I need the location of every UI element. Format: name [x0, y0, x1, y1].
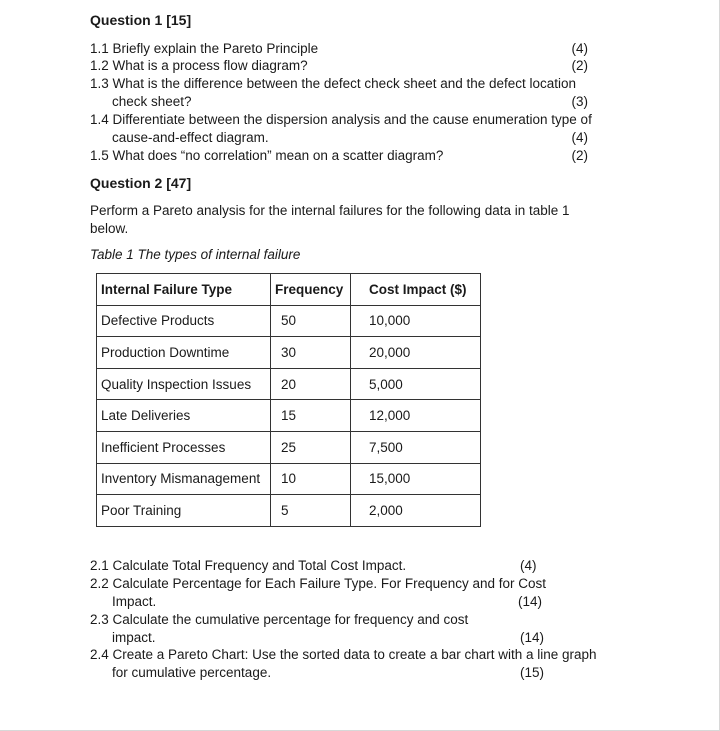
question-1-3-marks: (3) — [571, 94, 588, 109]
failure-type-cell: Inventory Mismanagement — [97, 463, 271, 495]
cost-impact-cell: 2,000 — [351, 495, 481, 527]
question-1-4-text: 1.4 Differentiate between the dispersion analysis and the cause enumeration type of — [90, 112, 592, 127]
question-1-3-text-cont: check sheet? — [112, 94, 192, 109]
frequency-cell: 50 — [271, 305, 351, 337]
question-1-title: Question 1 [15] — [90, 12, 192, 28]
cost-impact-cell: 12,000 — [351, 400, 481, 432]
table-row — [97, 495, 481, 527]
question-1-4-text-cont: cause-and-effect diagram. — [112, 130, 269, 145]
frequency-cell: 15 — [271, 400, 351, 432]
question-1-1-marks: (4) — [571, 41, 588, 56]
question-1-1-text: 1.1 Briefly explain the Pareto Principle — [90, 41, 319, 56]
failure-type-cell: Defective Products — [97, 305, 271, 337]
frequency-cell: 5 — [271, 495, 351, 527]
column-header-frequency: Frequency — [271, 274, 351, 306]
frequency-cell: 30 — [271, 337, 351, 369]
table-row — [97, 368, 481, 400]
question-2-3-text-cont: impact. — [112, 630, 156, 645]
question-2-1-text: 2.1 Calculate Total Frequency and Total Cost Impact. — [90, 558, 407, 573]
question-1-3-text: 1.3 What is the difference between the defect check sheet and the defect location — [90, 76, 577, 91]
question-1-5-text: 1.5 What does “no correlation” mean on a scatter diagram? — [90, 148, 444, 163]
table-row — [97, 305, 481, 337]
cost-impact-cell: 7,500 — [351, 431, 481, 463]
question-2-2-marks: (14) — [518, 594, 543, 609]
cost-impact-cell: 15,000 — [351, 463, 481, 495]
question-2-4-marks: (15) — [520, 665, 545, 680]
table-row — [97, 337, 481, 369]
question-2-3-text: 2.3 Calculate the cumulative percentage for frequency and cost — [90, 612, 469, 627]
question-2-4-text-cont: for cumulative percentage. — [112, 665, 272, 680]
internal-failure-table — [96, 273, 481, 527]
table-header-row — [97, 274, 481, 306]
question-2-2-text-cont: Impact. — [112, 594, 157, 609]
question-2-intro: Perform a Pareto analysis for the internal failures for the following data in table 1 — [90, 203, 570, 218]
failure-type-cell: Poor Training — [97, 495, 271, 527]
table-row — [97, 400, 481, 432]
failure-type-cell: Production Downtime — [97, 337, 271, 369]
question-1-2-text: 1.2 What is a process flow diagram? — [90, 58, 308, 73]
frequency-cell: 10 — [271, 463, 351, 495]
question-1-2-marks: (2) — [571, 58, 588, 73]
column-header-cost-impact: Cost Impact ($) — [351, 274, 481, 306]
table-row — [97, 431, 481, 463]
question-2-intro-cont: below. — [90, 221, 129, 236]
question-2-4-text: 2.4 Create a Pareto Chart: Use the sorted data to create a bar chart with a line graph — [90, 647, 597, 662]
column-header-failure-type: Internal Failure Type — [97, 274, 271, 306]
cost-impact-cell: 20,000 — [351, 337, 481, 369]
failure-type-cell: Late Deliveries — [97, 400, 271, 432]
question-2-title: Question 2 [47] — [90, 175, 192, 191]
question-2-3-marks: (14) — [520, 630, 545, 645]
cost-impact-cell: 5,000 — [351, 368, 481, 400]
table-caption: Table 1 The types of internal failure — [90, 247, 301, 262]
failure-type-cell: Quality Inspection Issues — [97, 368, 271, 400]
frequency-cell: 25 — [271, 431, 351, 463]
failure-type-cell: Inefficient Processes — [97, 431, 271, 463]
question-2-2-text: 2.2 Calculate Percentage for Each Failure Type. For Frequency and for Cost — [90, 576, 546, 591]
question-2-1-marks: (4) — [520, 558, 537, 573]
question-1-5-marks: (2) — [571, 148, 588, 163]
cost-impact-cell: 10,000 — [351, 305, 481, 337]
frequency-cell: 20 — [271, 368, 351, 400]
question-1-4-marks: (4) — [571, 130, 588, 145]
table-row — [97, 463, 481, 495]
